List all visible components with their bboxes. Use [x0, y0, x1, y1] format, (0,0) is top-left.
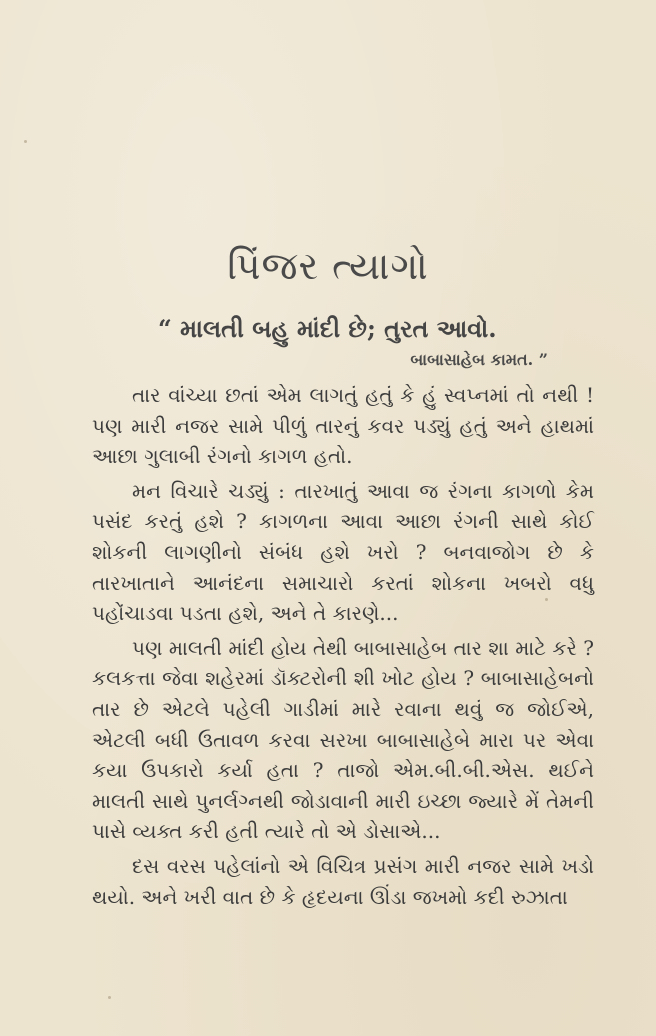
paragraph: દસ વરસ પહેલાંનો એ વિચિત્ર પ્રસંગ મારી નજર સામે ખડો થયો. અને ખરી વાત છે કે હૃદયના ઊંડા જખમો કદી રુઝાતા — [92, 853, 594, 909]
paper-speck — [24, 140, 27, 143]
chapter-title: પિંજર ત્યાગો — [227, 244, 429, 288]
paper-speck — [108, 996, 111, 999]
body-text — [92, 380, 594, 912]
telegram-signature: બાબાસાહેબ કામત. ” — [410, 350, 548, 369]
paragraph: મન વિચારે ચડ્યું : તારખાતું આવા જ રંગના કાગળો કેમ પસંદ કરતું હશે ? કાગળના આવા આછા રંગની સાથે કોઈ શોકની લાગણીનો સંબંધ હશે ખરો ? બનવાજોગ છે કે તારખાતાને આનંદના સમાચારો કરતાં શોકના ખબરો વધુ પહોંચાડવા પડતા હશે, અને તે કારણે... — [92, 478, 594, 626]
paragraph: તાર વાંચ્યા છતાં એમ લાગતું હતું કે હું સ્વપ્નમાં તો નથી ! પણ મારી નજર સામે પીળું તારનું કવર પડ્યું હતું અને હાથમાં આછા ગુલાબી રંગનો કાગળ હતો. — [92, 383, 594, 469]
paper-speck — [545, 598, 548, 601]
telegram-quote: “ માલતી બહુ માંદી છે; તુરત આવો. — [158, 314, 497, 343]
paragraph: પણ માલતી માંદી હોય તેથી બાબાસાહેબ તાર શા માટે કરે ? કલકત્તા જેવા શહેરમાં ડૉક્ટરોની શી ખોટ હોય ? બાબાસાહેબનો તાર છે એટલે પહેલી ગાડીમાં મારે રવાના થવું જ જોઈએ, એટલી બધી ઉતાવળ કરવા સરખા બાબાસાહેબે મારા પર એવા કયા ઉપકારો કર્યા હતા ? તાજો એમ.બી.બી.એસ. થઈને માલતી સાથે પુનર્લગ્નથી જોડાવાની મારી ઇચ્છા જ્યારે મેં તેમની પાસે વ્યક્ત કરી હતી ત્યારે તો એ ડોસાએ... — [92, 635, 594, 844]
